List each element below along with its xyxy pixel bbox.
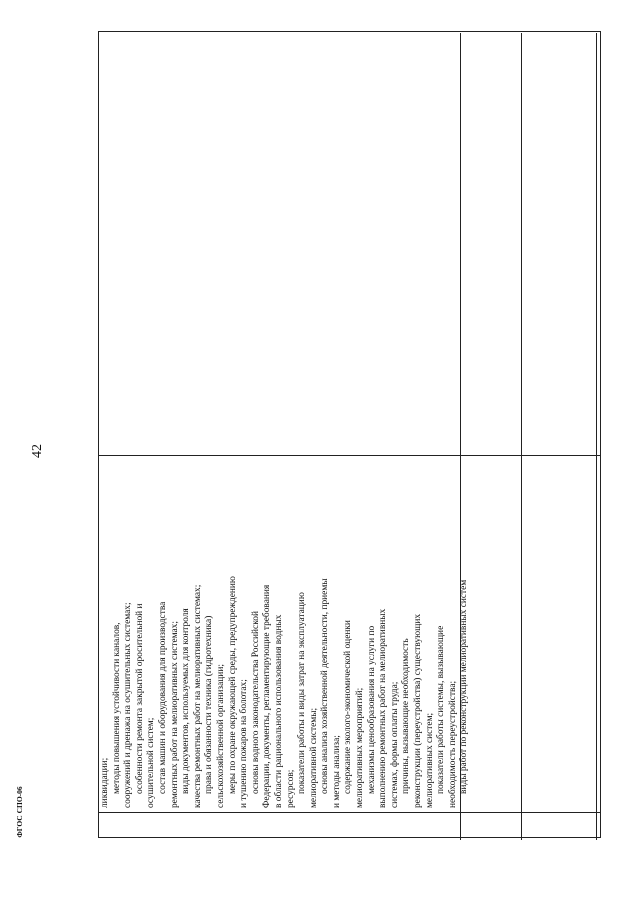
table-row-content	[98, 33, 470, 840]
content-line: и тушению пожаров на болотах;	[239, 679, 250, 808]
content-line: необходимость переустройства;	[447, 680, 458, 808]
content-line: ликвидации;	[100, 757, 110, 808]
requirements-table	[98, 31, 601, 838]
content-line: мелиоративной системы;	[308, 707, 319, 808]
content-line: в области рационального использования водных	[273, 614, 284, 808]
content-line: основы анализа хозяйственной деятельности, приемы	[320, 578, 331, 794]
table-cell-empty	[461, 812, 521, 840]
content-line: состав машин и оборудования для производства	[157, 601, 168, 794]
table-row-empty-1	[461, 33, 522, 840]
content-line: мелиоративных систем;	[424, 712, 435, 808]
table-row-empty-2	[522, 33, 597, 840]
footer-standard-code: ФГОС СПО-06	[15, 786, 24, 838]
content-line: особенности ремонта закрытой оросительной и	[134, 603, 145, 794]
table-row-empty-3	[597, 33, 601, 840]
content-line: мелиоративных мероприятий;	[355, 687, 366, 808]
content-line: ресурсов;	[285, 769, 296, 808]
content-line: показатели работы и виды затрат на эксплуатацию	[297, 592, 308, 794]
table-cell-empty	[597, 33, 601, 455]
page-number: 42	[30, 444, 45, 458]
rotated-table-body	[98, 33, 601, 840]
content-line: сооружений и дренажа на осушительных системах;	[123, 602, 134, 808]
content-line: причины, вызывающие необходимость	[401, 638, 412, 794]
content-line: сельскохозяйственной организации;	[215, 664, 226, 808]
content-line: содержание эколого-экономической оценки	[343, 620, 354, 794]
table-cell-empty	[597, 455, 601, 812]
content-line: качества ремонтных работ на мелиоративных системах;	[192, 584, 203, 808]
table-cell-empty	[461, 455, 521, 812]
content-line: основы водного законодательства Российской	[250, 611, 261, 794]
content-line: права и обязанности техника (гидротехника)	[204, 615, 215, 794]
table-cell-empty	[522, 455, 596, 812]
content-line: и методы анализа;	[331, 735, 342, 808]
content-line: методы повышения устойчивости каналов,	[111, 622, 122, 794]
content-line: виды документов, используемых для контроля	[181, 608, 192, 794]
content-line: виды работ по реконструкции мелиоративных систем	[459, 579, 470, 794]
content-line: Федерации, документы, регламентирующие требования	[262, 584, 273, 808]
content-line: механизмы ценообразования на услуги по	[366, 625, 377, 794]
content-line: осушительной систем;	[146, 717, 157, 808]
table-cell-empty	[597, 812, 601, 840]
content-line: реконструкции (переустройства) существующих	[413, 613, 424, 808]
content-line: меры по охране окружающей среды, предупреждению	[227, 576, 238, 794]
content-line: показатели работы системы, вызывающие	[436, 625, 447, 794]
content-line: ремонтных работ на мелиоративных системах;	[169, 621, 180, 808]
content-line: выполнению ремонтных работ на мелиоративных	[378, 608, 389, 808]
content-line: системах, формы оплаты труда;	[389, 681, 400, 808]
table-cell-empty	[522, 33, 596, 455]
table-cell-empty	[98, 33, 460, 455]
table-cell-index	[98, 812, 460, 840]
table-cell-empty	[461, 33, 521, 455]
table-cell-knowledge	[98, 455, 470, 812]
table-cell-empty	[522, 812, 596, 840]
